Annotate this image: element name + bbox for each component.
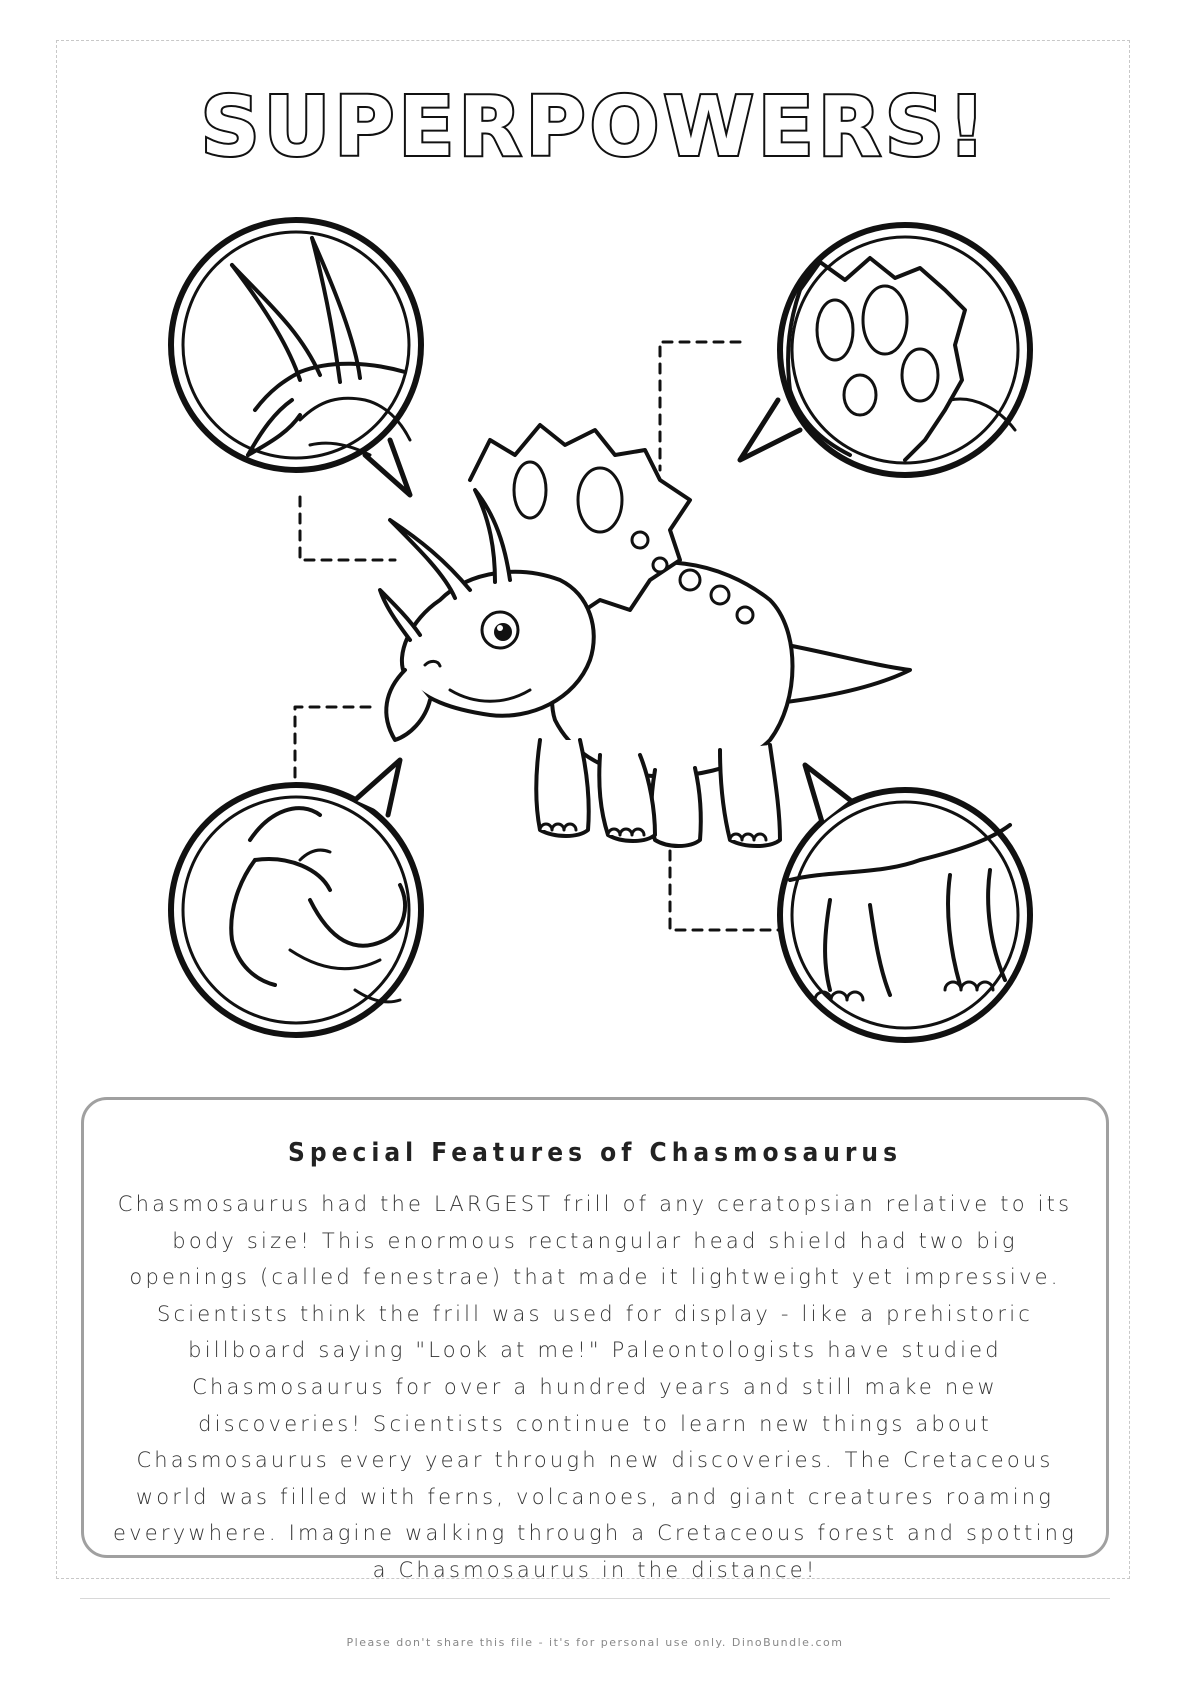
frill-closeup-icon <box>740 225 1030 475</box>
legs-closeup-icon <box>780 765 1030 1040</box>
footer-notice: Please don't share this file - it's for personal use only. DinoBundle.com <box>346 1636 844 1649</box>
info-heading: Special Features of Chasmosaurus <box>288 1138 902 1168</box>
info-body: Chasmosaurus had the LARGEST frill of any ceratopsian relative to its body size! This enormous rectangular head shield had two big openings (called fenestrae) that made it lightweight yet impressive. Scientists think the frill was used for display - like a prehistoric billboard saying "Look at me!" Paleontologists have studied Chasmosaurus for over a hundred years and still make new discoveries! Scientists continue to learn new things about Chasmosaurus every year through new discoveries. The Cretaceous world was filled with ferns, volcanoes, and giant creatures roaming everywhere. Imagine walking through a Cretaceous forest and spotting a Chasmosaurus in the distance! <box>113 1192 1077 1582</box>
footer-divider <box>80 1598 1110 1599</box>
horns-closeup-icon <box>171 220 421 495</box>
beak-closeup-icon <box>171 760 421 1035</box>
page-title: SUPERPOWERS! <box>200 80 990 175</box>
info-box <box>81 1097 1109 1582</box>
